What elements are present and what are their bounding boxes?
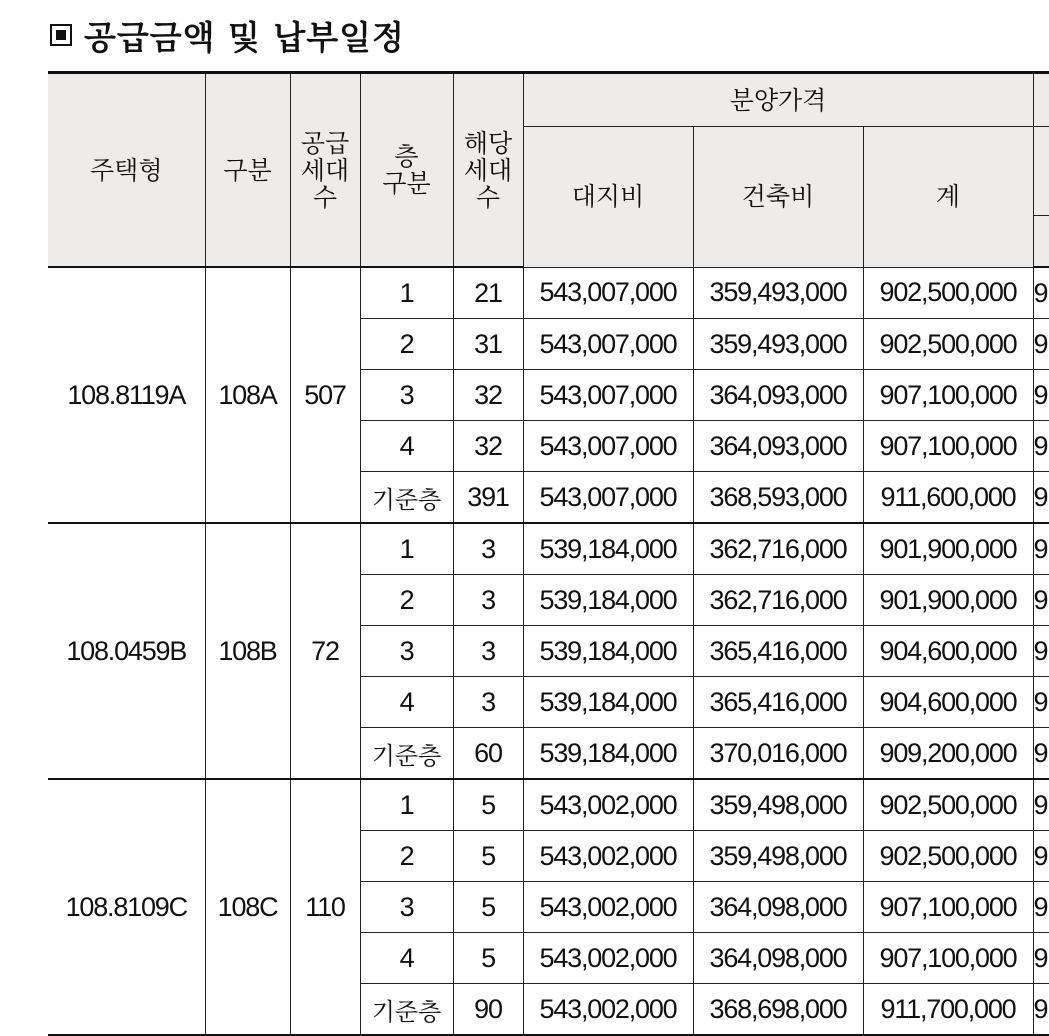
cell-units: 3 bbox=[453, 523, 523, 575]
header-next-group bbox=[1033, 73, 1049, 127]
cell-category: 108A bbox=[205, 267, 290, 523]
cell-supply-units: 72 bbox=[290, 523, 360, 779]
cell-next-col: 9 bbox=[1033, 421, 1049, 472]
cell-units: 5 bbox=[453, 933, 523, 984]
cell-total: 907,100,000 bbox=[863, 933, 1033, 984]
cell-land-cost: 539,184,000 bbox=[523, 575, 693, 626]
section-title-text: 공급금액 및 납부일정 bbox=[84, 17, 405, 57]
cell-land-cost: 539,184,000 bbox=[523, 728, 693, 780]
cell-units: 5 bbox=[453, 779, 523, 831]
cell-next-col: 9 bbox=[1033, 882, 1049, 933]
cell-next-col: 9 bbox=[1033, 728, 1049, 780]
cell-building-cost: 364,098,000 bbox=[693, 933, 863, 984]
header-supply-units bbox=[290, 73, 360, 268]
cell-units: 3 bbox=[453, 575, 523, 626]
header-building-cost: 건축비 bbox=[693, 127, 863, 268]
cell-units: 391 bbox=[453, 472, 523, 524]
cell-land-cost: 543,002,000 bbox=[523, 933, 693, 984]
cell-total: 907,100,000 bbox=[863, 370, 1033, 421]
cell-building-cost: 368,698,000 bbox=[693, 984, 863, 1036]
cell-units: 31 bbox=[453, 319, 523, 370]
cell-building-cost: 364,093,000 bbox=[693, 370, 863, 421]
cell-floor: 기준층 bbox=[360, 728, 453, 780]
cell-floor: 4 bbox=[360, 677, 453, 728]
header-housing-type: 주택형 bbox=[48, 73, 205, 268]
cell-floor: 1 bbox=[360, 267, 453, 319]
cell-next-col: 9 bbox=[1033, 984, 1049, 1036]
cell-units: 3 bbox=[453, 677, 523, 728]
cell-land-cost: 543,007,000 bbox=[523, 421, 693, 472]
cell-total: 902,500,000 bbox=[863, 267, 1033, 319]
cell-next-col: 9 bbox=[1033, 472, 1049, 524]
cell-building-cost: 370,016,000 bbox=[693, 728, 863, 780]
cell-housing-type: 108.8109C bbox=[48, 779, 205, 1036]
cell-housing-type: 108.8119A bbox=[48, 267, 205, 523]
cell-building-cost: 359,493,000 bbox=[693, 319, 863, 370]
header-applicable-units bbox=[453, 73, 523, 268]
cell-floor: 3 bbox=[360, 626, 453, 677]
supply-price-table bbox=[48, 71, 1049, 1036]
header-total: 계 bbox=[863, 127, 1033, 268]
cell-land-cost: 539,184,000 bbox=[523, 523, 693, 575]
header-supply-units-text: 공급 세대 수 bbox=[300, 128, 350, 212]
cell-building-cost: 359,493,000 bbox=[693, 267, 863, 319]
cell-units: 3 bbox=[453, 626, 523, 677]
cell-building-cost: 365,416,000 bbox=[693, 626, 863, 677]
header-sale-price: 분양가격 bbox=[523, 73, 1033, 127]
cell-land-cost: 539,184,000 bbox=[523, 677, 693, 728]
cell-building-cost: 362,716,000 bbox=[693, 523, 863, 575]
cell-land-cost: 543,002,000 bbox=[523, 984, 693, 1036]
cell-building-cost: 362,716,000 bbox=[693, 575, 863, 626]
cell-floor: 3 bbox=[360, 370, 453, 421]
cell-land-cost: 543,002,000 bbox=[523, 831, 693, 882]
table-row bbox=[48, 267, 1049, 319]
cell-total: 904,600,000 bbox=[863, 626, 1033, 677]
square-bullet-icon bbox=[50, 24, 72, 46]
cell-units: 5 bbox=[453, 831, 523, 882]
cell-floor: 2 bbox=[360, 831, 453, 882]
cell-land-cost: 543,007,000 bbox=[523, 472, 693, 524]
cell-floor: 1 bbox=[360, 779, 453, 831]
cell-total: 902,500,000 bbox=[863, 779, 1033, 831]
cell-next-col: 9 bbox=[1033, 677, 1049, 728]
cell-land-cost: 543,007,000 bbox=[523, 319, 693, 370]
cell-floor: 4 bbox=[360, 933, 453, 984]
cell-floor: 1 bbox=[360, 523, 453, 575]
cell-total: 909,200,000 bbox=[863, 728, 1033, 780]
cell-building-cost: 359,498,000 bbox=[693, 779, 863, 831]
cell-floor: 3 bbox=[360, 882, 453, 933]
cell-building-cost: 364,093,000 bbox=[693, 421, 863, 472]
cell-units: 90 bbox=[453, 984, 523, 1036]
cell-category: 108C bbox=[205, 779, 290, 1036]
header-applicable-units-text: 해당 세대 수 bbox=[463, 128, 513, 212]
cell-land-cost: 543,002,000 bbox=[523, 882, 693, 933]
header-floor-group-text: 층 구분 bbox=[382, 142, 431, 198]
cell-building-cost: 364,098,000 bbox=[693, 882, 863, 933]
cell-category: 108B bbox=[205, 523, 290, 779]
cell-building-cost: 365,416,000 bbox=[693, 677, 863, 728]
cell-next-col: 9 bbox=[1033, 370, 1049, 421]
cell-building-cost: 359,498,000 bbox=[693, 831, 863, 882]
cell-next-col: 9 bbox=[1033, 831, 1049, 882]
cell-land-cost: 543,007,000 bbox=[523, 370, 693, 421]
cell-next-col: 9 bbox=[1033, 626, 1049, 677]
cell-supply-units: 507 bbox=[290, 267, 360, 523]
cell-total: 901,900,000 bbox=[863, 523, 1033, 575]
cell-total: 907,100,000 bbox=[863, 421, 1033, 472]
cell-floor: 4 bbox=[360, 421, 453, 472]
header-next-sub2 bbox=[1033, 216, 1049, 268]
cell-housing-type: 108.0459B bbox=[48, 523, 205, 779]
cell-land-cost: 543,007,000 bbox=[523, 267, 693, 319]
table-header bbox=[48, 73, 1049, 268]
cell-floor: 기준층 bbox=[360, 472, 453, 524]
cell-units: 5 bbox=[453, 882, 523, 933]
cell-land-cost: 543,002,000 bbox=[523, 779, 693, 831]
cell-total: 904,600,000 bbox=[863, 677, 1033, 728]
cell-next-col: 9 bbox=[1033, 267, 1049, 319]
cell-building-cost: 368,593,000 bbox=[693, 472, 863, 524]
header-land-cost: 대지비 bbox=[523, 127, 693, 268]
cell-units: 60 bbox=[453, 728, 523, 780]
cell-next-col: 9 bbox=[1033, 933, 1049, 984]
cell-total: 902,500,000 bbox=[863, 319, 1033, 370]
cell-next-col: 9 bbox=[1033, 779, 1049, 831]
cell-supply-units: 110 bbox=[290, 779, 360, 1036]
cell-next-col: 9 bbox=[1033, 319, 1049, 370]
cell-total: 911,600,000 bbox=[863, 472, 1033, 524]
section-title bbox=[50, 10, 405, 60]
cell-next-col: 9 bbox=[1033, 575, 1049, 626]
header-category: 구분 bbox=[205, 73, 290, 268]
header-floor-group bbox=[360, 73, 453, 268]
cell-total: 907,100,000 bbox=[863, 882, 1033, 933]
cell-total: 902,500,000 bbox=[863, 831, 1033, 882]
table-row bbox=[48, 779, 1049, 831]
cell-units: 32 bbox=[453, 370, 523, 421]
cell-next-col: 9 bbox=[1033, 523, 1049, 575]
cell-land-cost: 539,184,000 bbox=[523, 626, 693, 677]
table-body bbox=[48, 267, 1049, 1036]
cell-total: 911,700,000 bbox=[863, 984, 1033, 1036]
cell-floor: 2 bbox=[360, 319, 453, 370]
cell-floor: 2 bbox=[360, 575, 453, 626]
table-row bbox=[48, 523, 1049, 575]
cell-units: 32 bbox=[453, 421, 523, 472]
cell-units: 21 bbox=[453, 267, 523, 319]
header-next-sub bbox=[1033, 127, 1049, 216]
cell-floor: 기준층 bbox=[360, 984, 453, 1036]
cell-total: 901,900,000 bbox=[863, 575, 1033, 626]
